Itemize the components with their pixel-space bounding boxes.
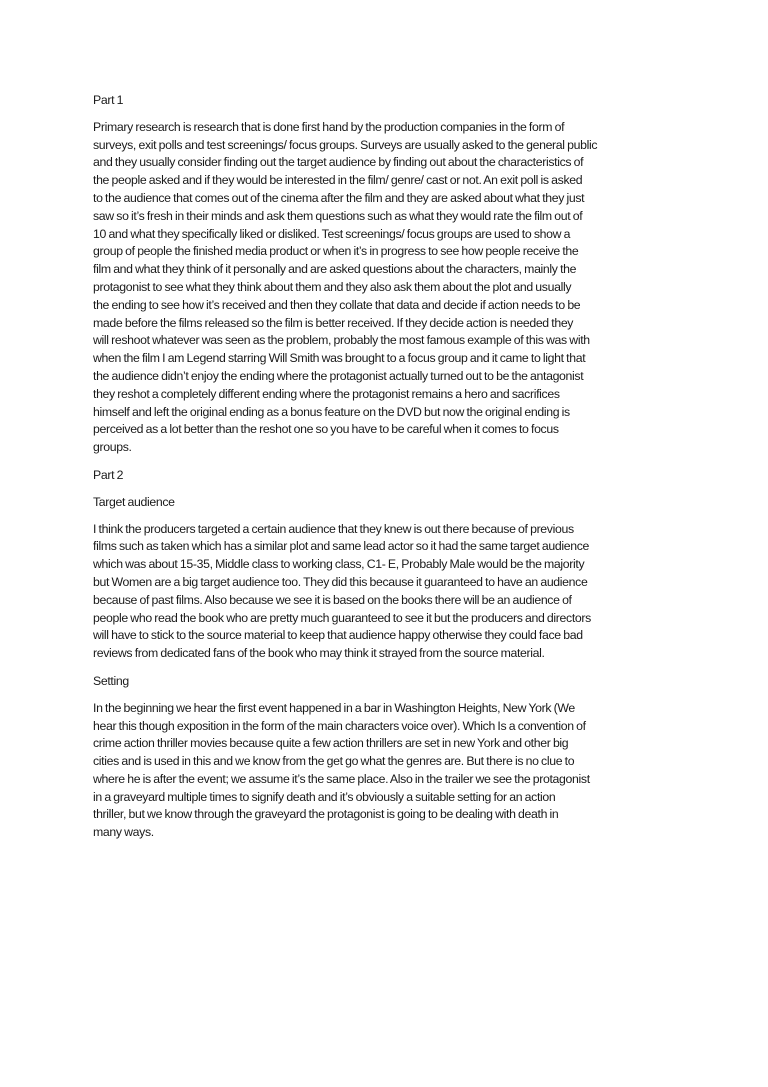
text-line: when the film I am Legend starring Will Smith was brought to a focus group and it came to light that [93,351,586,366]
text-line: people who read the book who are pretty much guaranteed to see it but the producers and directors [93,610,591,625]
text-line: groups. [93,440,132,455]
text-line: hear this though exposition in the form of the main characters voice over). Which Is a convention of [93,718,586,733]
text-line: saw so it’s fresh in their minds and ask them questions such as what they would rate the film out of [93,208,583,223]
target-audience-heading: Target audience [93,494,175,509]
text-line: reviews from dedicated fans of the book who may think it strayed from the source material. [93,646,545,661]
text-line: to the audience that comes out of the cinema after the film and they are asked about what they just [93,190,585,205]
text-line: because of past films. Also because we see it is based on the books there will be an audience of [93,592,572,607]
text-line: group of people the finished media product or when it’s in progress to see how people receive the [93,244,579,259]
part2-heading: Part 2 [93,467,124,482]
text-line: cities and is used in this and we know from the get go what the genres are. But there is no clue to [93,754,575,769]
text-line: will have to stick to the source material to keep that audience happy otherwise they could face bad [93,628,583,643]
text-line: perceived as a lot better than the reshot one so you have to be careful when it comes to focus [93,422,559,437]
text-line: made before the films released so the film is better received. If they decide action is needed they [93,315,574,330]
setting-heading: Setting [93,673,129,688]
text-line: they reshot a completely different ending where the protagonist remains a hero and sacrifices [93,386,560,401]
text-line: where he is after the event; we assume it’s the same place. Also in the trailer we see the protagonist [93,771,590,786]
text-line: and they usually consider finding out the target audience by finding out about the characteristics of [93,155,584,170]
text-line: thriller, but we know through the graveyard the protagonist is going to be dealing with death in [93,807,559,822]
text-line: in a graveyard multiple times to signify death and it’s obviously a suitable setting for an action [93,789,556,804]
target-audience-paragraph [93,521,686,663]
text-line: 10 and what they specifically liked or disliked. Test screenings/ focus groups are used to show a [93,226,571,241]
text-line: In the beginning we hear the first event happened in a bar in Washington Heights, New York (We [93,700,575,715]
text-line: the people asked and if they would be interested in the film/ genre/ cast or not. An exit poll is asked [93,173,583,188]
text-line: himself and left the original ending as a bonus feature on the DVD but now the original ending is [93,404,570,419]
part1-heading: Part 1 [93,93,124,107]
text-line: the audience didn’t enjoy the ending where the protagonist actually turned out to be the antagonist [93,368,584,383]
text-line: surveys, exit polls and test screenings/ focus groups. Surveys are usually asked to the general public [93,137,598,152]
text-line: will reshoot whatever was seen as the problem, probably the most famous example of this was with [93,333,590,348]
setting-paragraph [93,700,686,842]
text-line: many ways. [93,825,154,840]
text-line: the ending to see how it’s received and then they collate that data and decide if action needs to be [93,297,581,312]
text-line: Primary research is research that is done first hand by the production companies in the form of [93,119,565,134]
text-line: films such as taken which has a similar plot and same lead actor so it had the same target audience [93,539,589,554]
part1-paragraph [93,119,686,457]
text-line: crime action thriller movies because quite a few action thrillers are set in new York and other big [93,736,569,751]
text-line: film and what they think of it personally and are asked questions about the characters, mainly the [93,262,577,277]
text-line: protagonist to see what they think about them and they also ask them about the plot and usually [93,279,572,294]
text-line: I think the producers targeted a certain audience that they knew is out there because of previous [93,521,574,536]
text-line: but Women are a big target audience too. They did this because it guaranteed to have an audience [93,574,588,589]
text-line: which was about 15-35, Middle class to working class, C1- E, Probably Male would be the majority [93,557,585,572]
